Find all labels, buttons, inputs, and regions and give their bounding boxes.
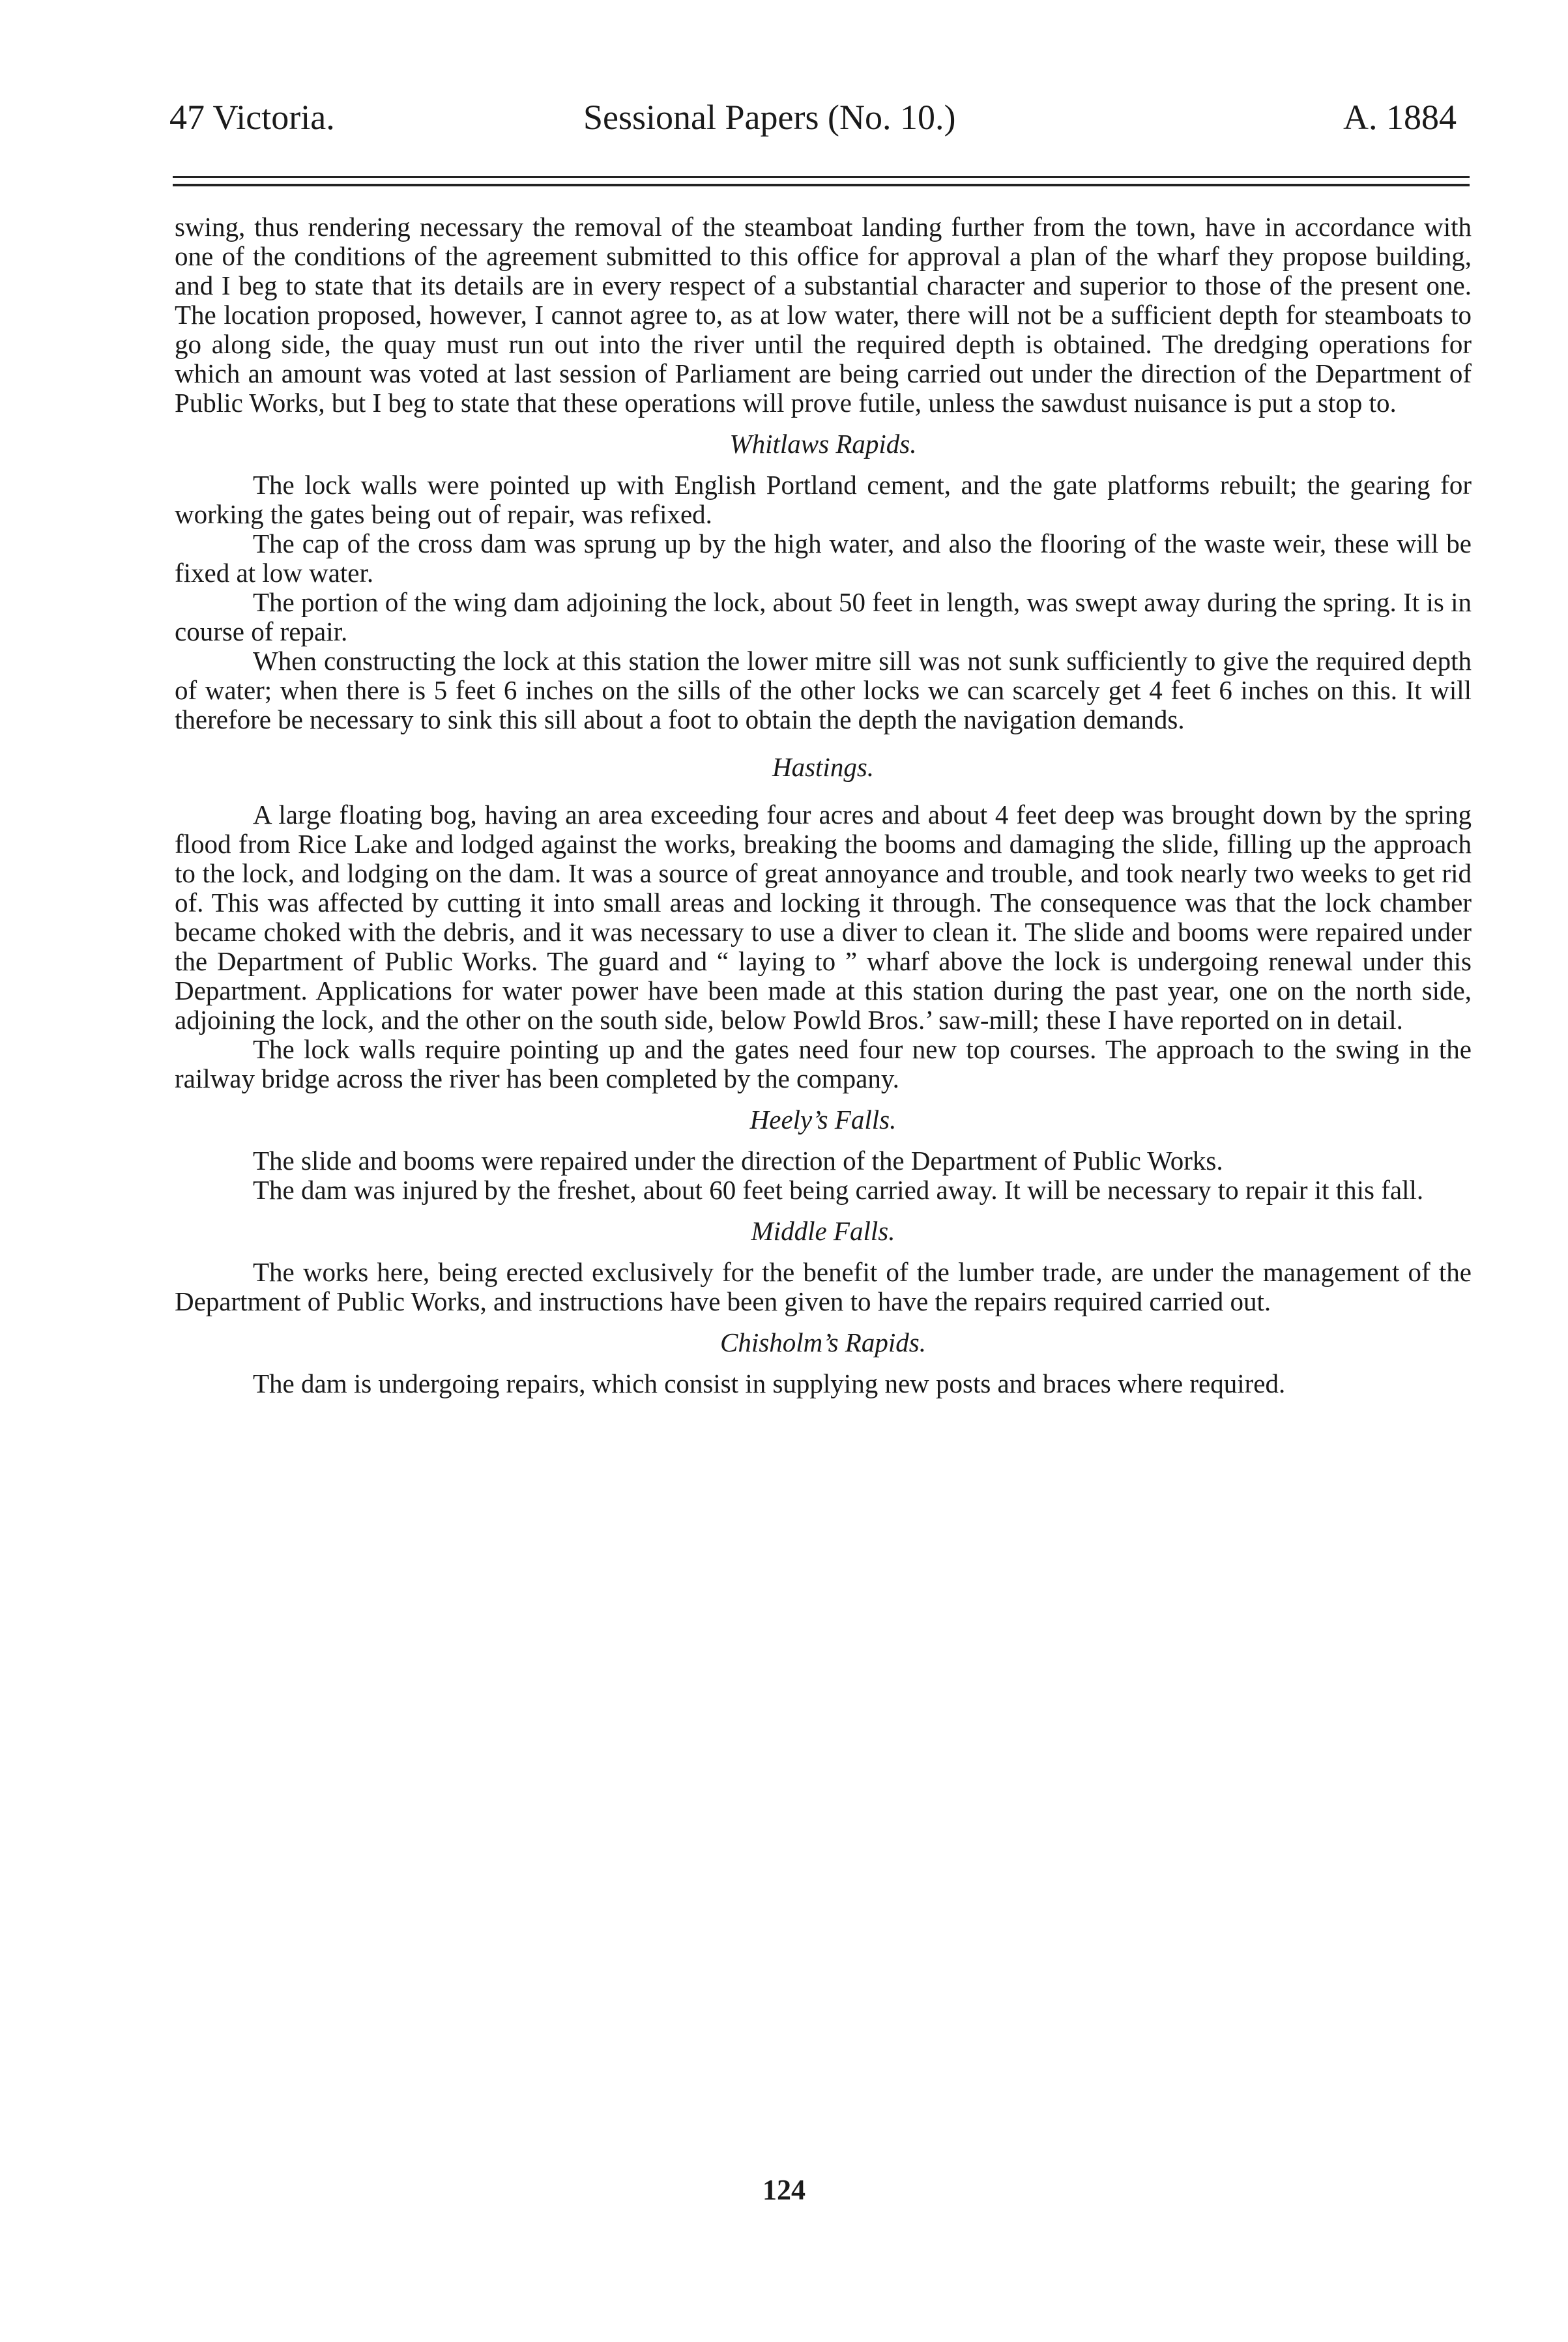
section-heading-chisholms: Chisholm’s Rapids. bbox=[720, 1327, 926, 1357]
middle-paragraph-1: The works here, being erected exclusively for the benefit of the lumber trade, are under the management of the Department of Public Works, and instructions have been given to have the repairs required carried out. bbox=[175, 1257, 1472, 1316]
intro-paragraph: swing, thus rendering necessary the removal of the steamboat landing further from the town, have in accordance with one of the conditions of the agreement submitted to this office for approval a plan of the wharf they propose building, and I beg to state that its details are in every respect of a substantial character and superior to those of the present one. The location proposed, however, I cannot agree to, as at low water, there will not be a sufficient depth for steamboats to go along side, the quay must run out into the river until the required depth is obtained. The dredging operations for which an amount was voted at last session of Parliament are being carried out under the direction of the Department of Public Works, but I beg to state that these operations will prove futile, unless the sawdust nuisance is put a stop to. bbox=[175, 212, 1472, 418]
whitlaws-paragraph-4: When constructing the lock at this station the lower mitre sill was not sunk sufficiently to give the required depth of water; when there is 5 feet 6 inches on the sills of the other locks we can scarcely get 4 feet 6 inches on this. It will therefore be necessary to sink this sill about a foot to obtain the depth the navigation demands. bbox=[175, 646, 1472, 734]
section-heading-heelys: Heely’s Falls. bbox=[749, 1105, 897, 1135]
header-rule-bottom bbox=[173, 184, 1470, 186]
page-body bbox=[175, 212, 1472, 1398]
section-heading-middle: Middle Falls. bbox=[751, 1216, 895, 1246]
heelys-paragraph-2: The dam was injured by the freshet, about 60 feet being carried away. It will be necessary to repair it this fall. bbox=[253, 1175, 1424, 1205]
hastings-paragraph-2: The lock walls require pointing up and the gates need four new top courses. The approach to the swing in the railway bridge across the river has been completed by the company. bbox=[175, 1034, 1472, 1093]
header-year: A. 1884 bbox=[1343, 98, 1457, 137]
header-title: Sessional Papers (No. 10.) bbox=[583, 98, 956, 137]
whitlaws-paragraph-2: The cap of the cross dam was sprung up by the high water, and also the flooring of the waste weir, these will be fixed at low water. bbox=[175, 528, 1472, 588]
whitlaws-paragraph-3: The portion of the wing dam adjoining the lock, about 50 feet in length, was swept away during the spring. It is in course of repair. bbox=[175, 587, 1472, 646]
whitlaws-paragraph-1: The lock walls were pointed up with English Portland cement, and the gate platforms rebuilt; the gearing for working the gates being out of repair, was refixed. bbox=[175, 470, 1472, 529]
chisholms-paragraph-1: The dam is undergoing repairs, which consist in supplying new posts and braces where required. bbox=[253, 1368, 1286, 1398]
page-number: 124 bbox=[762, 2174, 806, 2206]
section-heading-hastings: Hastings. bbox=[772, 752, 875, 782]
heelys-paragraph-1: The slide and booms were repaired under the direction of the Department of Public Works. bbox=[253, 1146, 1223, 1176]
section-heading-whitlaws: Whitlaws Rapids. bbox=[729, 429, 917, 459]
hastings-paragraph-1: A large floating bog, having an area exceeding four acres and about 4 feet deep was brought down by the spring flood from Rice Lake and lodged against the works, breaking the booms and damaging the slide, filling up the approach to the lock, and lodging on the dam. It was a source of great annoyance and trouble, and took nearly two weeks to get rid of. This was affected by cutting it into small areas and locking it through. The consequence was that the lock chamber became choked with the debris, and it was necessary to use a diver to clean it. The slide and booms were repaired under the Department of Public Works. The guard and “ laying to ” wharf above the lock is undergoing renewal under this Department. Applications for water power have been made at this station during the past year, one on the north side, adjoining the lock, and the other on the south side, below Powld Bros.’ saw-mill; these I have reported on in detail. bbox=[175, 800, 1472, 1035]
header-rule-top bbox=[173, 176, 1470, 178]
running-header bbox=[169, 94, 1457, 140]
header-session: 47 Victoria. bbox=[169, 98, 335, 137]
